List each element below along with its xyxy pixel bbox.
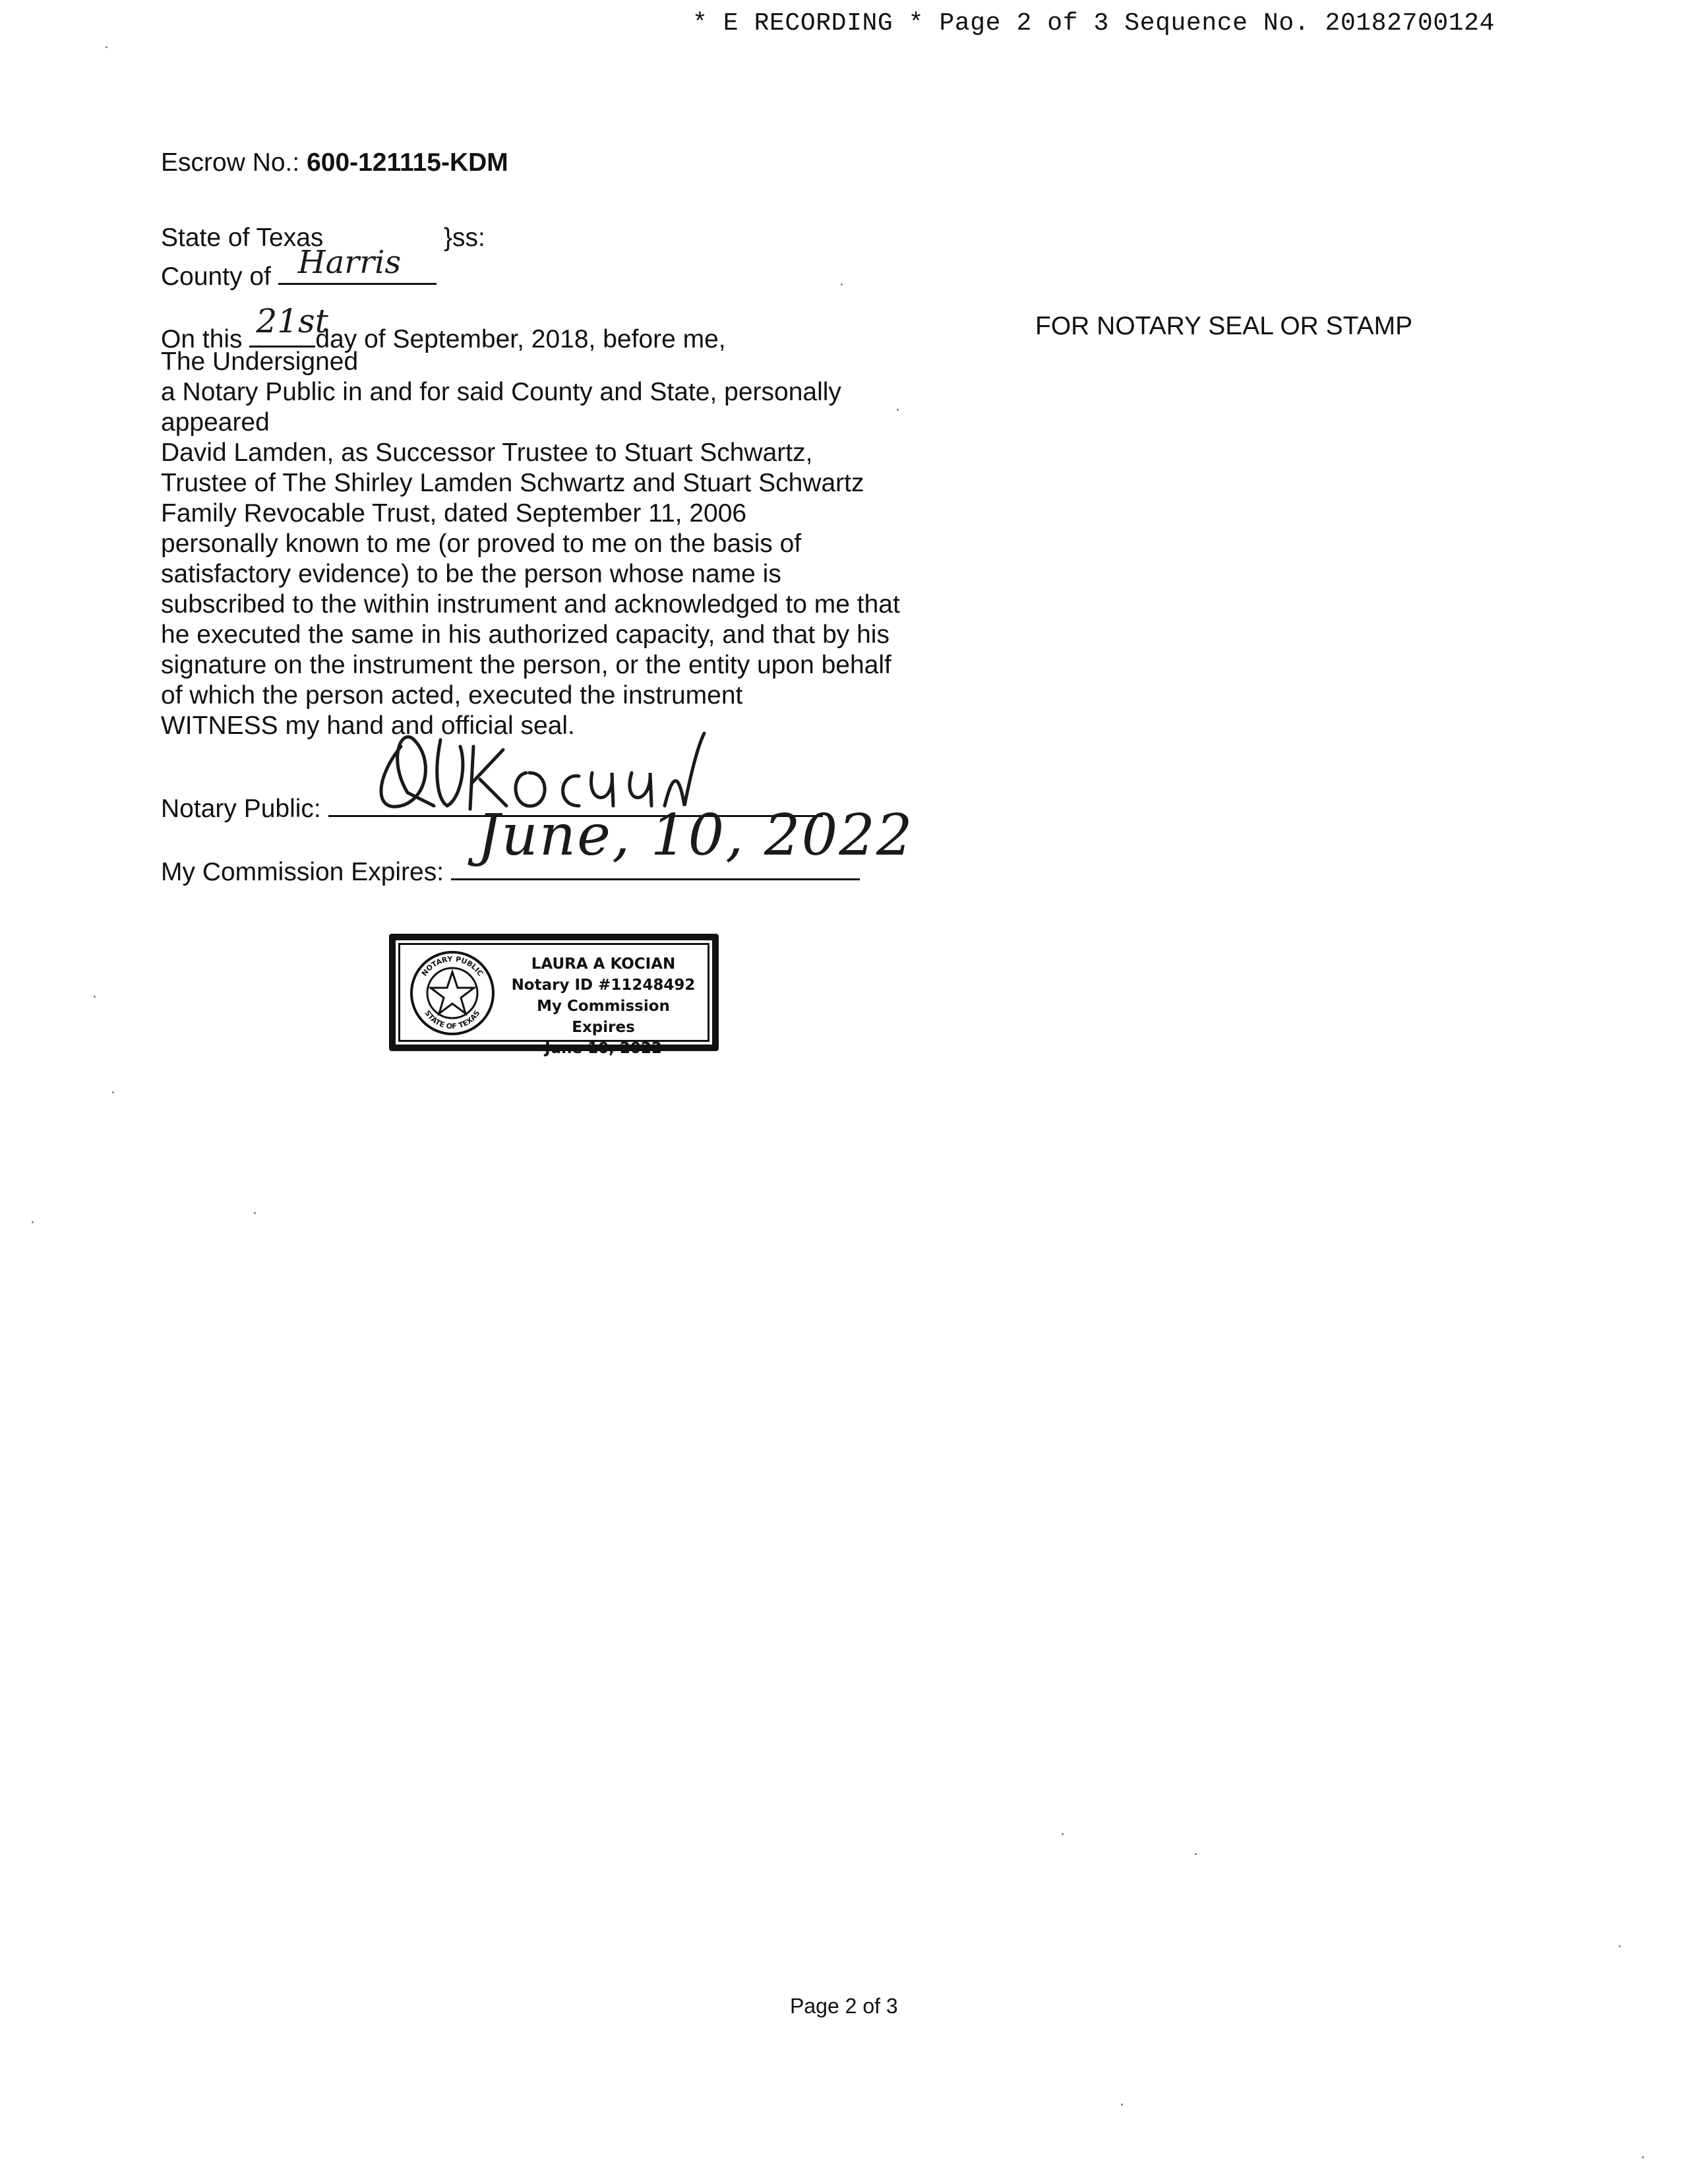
ack-line: personally known to me (or proved to me on the basis of <box>161 530 802 558</box>
commission-label: My Commission Expires: <box>161 858 444 886</box>
scan-speck <box>1195 1853 1197 1855</box>
escrow-number: 600-121115-KDM <box>307 148 508 177</box>
stamp-line: My Commission Expires <box>537 998 670 1036</box>
county-label: County of <box>161 262 271 291</box>
ack-line: subscribed to the within instrument and acknowledged to me that <box>161 590 900 619</box>
texas-star-seal-icon <box>407 948 497 1038</box>
scan-speck <box>1619 1945 1621 1947</box>
stamp-line: June 10, 2022 <box>545 1040 662 1057</box>
scan-speck <box>254 1212 256 1214</box>
notary-stamp <box>389 934 719 1057</box>
recording-header: * E RECORDING * Page 2 of 3 Sequence No. 20182700124 <box>692 9 1495 38</box>
commission-handwritten: June, 10, 2022 <box>477 803 914 868</box>
commission-blank <box>451 803 914 880</box>
seal-area-label: FOR NOTARY SEAL OR STAMP <box>1035 312 1413 340</box>
notary-public-label: Notary Public: <box>161 795 321 823</box>
day-handwritten: 21st <box>256 302 328 340</box>
seal-ring-top-text: NOTARY PUBLIC <box>419 954 485 978</box>
county-line <box>161 244 437 292</box>
ack-line: of which the person acted, executed the instrument <box>161 681 743 710</box>
ack-line: Family Revocable Trust, dated September 11, 2006 <box>161 499 747 528</box>
ack-line: The Undersigned <box>161 348 359 376</box>
state-label: State of Texas <box>161 224 324 252</box>
scan-speck <box>106 46 107 48</box>
seal-ring-bottom-text: STATE OF TEXAS <box>423 1008 482 1031</box>
scan-speck <box>897 409 899 411</box>
scan-speck <box>1062 1833 1064 1835</box>
scan-speck <box>841 284 843 286</box>
ack-line: satisfactory evidence) to be the person whose name is <box>161 560 781 588</box>
on-this-label: On this <box>161 325 243 353</box>
page-footer: Page 2 of 3 <box>790 1994 898 2018</box>
ack-line: Trustee of The Shirley Lamden Schwartz and Stuart Schwartz <box>161 469 864 497</box>
ack-line: he executed the same in his authorized capacity, and that by his <box>161 621 889 649</box>
stamp-text-block <box>504 954 702 1059</box>
county-blank <box>278 244 437 285</box>
scan-speck <box>1642 2156 1644 2158</box>
ss-marker: }ss: <box>444 224 485 252</box>
ack-line: signature on the instrument the person, or the entity upon behalf <box>161 651 891 679</box>
stamp-line: Notary ID #11248492 <box>511 977 696 994</box>
ack-line: appeared <box>161 408 270 437</box>
scan-speck <box>32 1221 34 1223</box>
escrow-label: Escrow No.: <box>161 148 300 177</box>
ack-line: a Notary Public in and for said County and State, personally <box>161 378 841 406</box>
county-handwritten: Harris <box>297 244 402 281</box>
day-blank <box>249 302 328 348</box>
ack-line: David Lamden, as Successor Trustee to Stuart Schwartz, <box>161 439 813 467</box>
escrow-line <box>161 148 508 178</box>
scan-speck <box>112 1091 114 1093</box>
ack-body <box>161 347 900 741</box>
ack-line: WITNESS my hand and official seal. <box>161 712 575 740</box>
scan-speck <box>1121 2104 1123 2106</box>
stamp-line: LAURA A KOCIAN <box>531 956 676 973</box>
scan-speck <box>94 996 96 998</box>
day-rest-text: day of September, 2018, before me, <box>315 325 726 353</box>
